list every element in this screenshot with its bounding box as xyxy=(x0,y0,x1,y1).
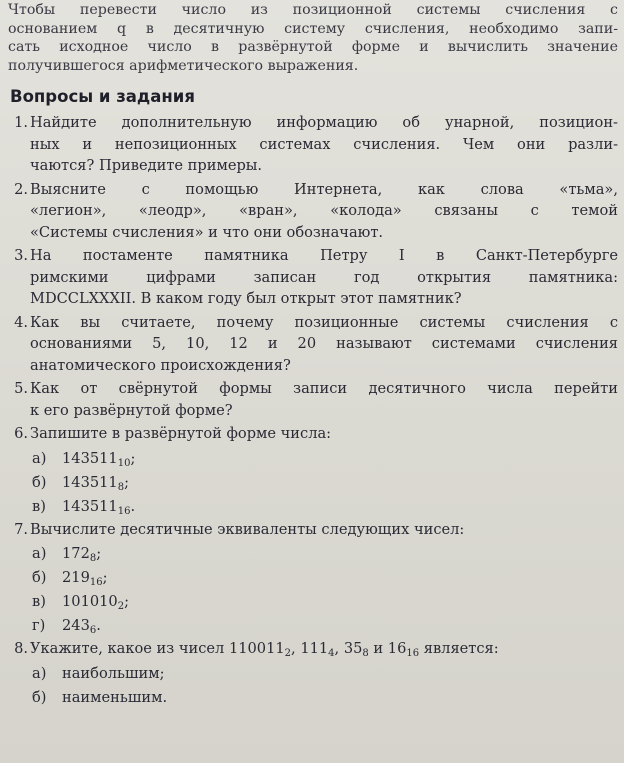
task-line: MDCCLXXXII. В каком году был открыт этот памятник? xyxy=(30,290,462,307)
number-base: 6 xyxy=(89,625,97,636)
task-number: 5. xyxy=(14,380,28,397)
task-8 xyxy=(8,638,618,660)
punctuation: ; xyxy=(130,449,136,467)
punctuation: ; xyxy=(102,569,108,586)
intro-line: основанием q в десятичную систему счисления, необходимо запи- xyxy=(8,20,618,37)
task-line: основаниями 5, 10, 12 и 20 называют системами счисления xyxy=(30,335,618,352)
separator: является: xyxy=(419,640,499,657)
task-4 xyxy=(8,312,618,377)
sub-item xyxy=(8,686,618,710)
punctuation: ; xyxy=(124,593,130,610)
task-6 xyxy=(8,423,618,445)
task-number: 8. xyxy=(14,640,28,657)
sub-item-label: а) xyxy=(32,449,47,467)
task-number: 2. xyxy=(14,180,28,198)
number-value: 110011 xyxy=(228,640,285,657)
sub-item xyxy=(8,590,618,614)
sub-item-label: в) xyxy=(32,593,46,610)
intro-line: сать исходное число в развёрнутой форме и вычислить значение xyxy=(8,39,618,55)
sub-item xyxy=(8,542,618,566)
punctuation: . xyxy=(130,497,136,515)
number-value: 219 xyxy=(62,569,90,586)
task-line: Найдите дополнительную информацию об унарной, позицион- xyxy=(30,114,618,131)
number-value: 243 xyxy=(62,617,90,634)
number-base: 8 xyxy=(117,481,125,493)
task-line: «легион», «леодр», «вран», «колода» связаны с темой xyxy=(30,202,618,219)
sub-item xyxy=(8,471,618,495)
sub-item-label: б) xyxy=(32,473,47,491)
sub-item xyxy=(8,662,618,686)
task-line: «Системы счисления» и что они обозначают. xyxy=(30,223,384,241)
task-1 xyxy=(8,112,618,177)
number-value: 172 xyxy=(62,545,90,562)
sub-item xyxy=(8,614,618,638)
task-line: ных и непозиционных системах счисления. Чем они разли- xyxy=(30,135,618,153)
sub-item xyxy=(8,566,618,590)
separator: , xyxy=(291,640,301,657)
intro-paragraph xyxy=(8,0,618,75)
sub-item-label: а) xyxy=(32,545,47,562)
separator: , xyxy=(334,640,344,657)
task-3 xyxy=(8,245,618,310)
sub-item-label: в) xyxy=(32,497,46,515)
separator: и xyxy=(368,640,388,657)
section-heading: Вопросы и задания xyxy=(10,87,195,106)
sub-item-label: г) xyxy=(32,617,46,634)
task-line: римскими цифрами записан год открытия памятника: xyxy=(30,268,618,286)
task-line: анатомического происхождения? xyxy=(30,356,291,374)
number-base: 16 xyxy=(89,577,103,588)
task-number: 3. xyxy=(14,247,28,264)
task-2 xyxy=(8,179,618,244)
number-base: 2 xyxy=(117,601,125,612)
task-number: 4. xyxy=(14,313,28,331)
punctuation: ; xyxy=(96,545,102,562)
sub-item-label: а) xyxy=(32,664,47,682)
sub-item xyxy=(8,495,618,519)
sub-item-text: наибольшим; xyxy=(62,664,165,682)
intro-line: получившегося арифметического выражения. xyxy=(8,57,359,74)
number-value: 143511 xyxy=(62,449,118,467)
punctuation: . xyxy=(96,617,101,634)
task-line: Запишите в развёрнутой форме числа: xyxy=(30,425,332,442)
task-line: Выясните с помощью Интернета, как слова «тьма», xyxy=(30,180,618,198)
number-base: 16 xyxy=(406,648,420,659)
task-line: к его развёрнутой форме? xyxy=(30,401,233,419)
sub-item xyxy=(8,447,618,471)
task-line: Как вы считаете, почему позиционные системы счисления с xyxy=(30,313,618,331)
task-line xyxy=(30,638,618,660)
number-base: 4 xyxy=(328,648,335,659)
task-number: 6. xyxy=(14,425,28,442)
sub-item-label: б) xyxy=(32,569,47,586)
number-value: 143511 xyxy=(62,473,118,491)
sub-item-label: б) xyxy=(32,688,47,706)
punctuation: ; xyxy=(124,473,130,491)
number-base: 10 xyxy=(117,457,131,469)
number-value: 143511 xyxy=(62,497,118,515)
number-base: 8 xyxy=(362,648,369,659)
task-line: чаются? Приведите примеры. xyxy=(30,157,263,174)
number-base: 16 xyxy=(117,505,131,517)
task-number: 1. xyxy=(14,114,28,131)
number-value: 16 xyxy=(387,640,407,657)
task-5 xyxy=(8,378,618,421)
task-line: Вычислите десятичные эквиваленты следующих чисел: xyxy=(30,520,465,538)
number-value: 101010 xyxy=(62,593,118,610)
number-base: 8 xyxy=(89,553,97,564)
task-lead-text: Укажите, какое из чисел xyxy=(30,640,229,657)
sub-item-text: наименьшим. xyxy=(62,688,168,706)
number-base: 2 xyxy=(284,648,292,659)
task-7 xyxy=(8,519,618,541)
task-number: 7. xyxy=(14,520,28,538)
intro-line: Чтобы перевести число из позиционной системы счисления с xyxy=(8,2,618,18)
task-line: На постаменте памятника Петру I в Санкт-Петербурге xyxy=(30,247,618,264)
number-value: 111 xyxy=(300,640,329,657)
number-value: 35 xyxy=(343,640,363,657)
task-line: Как от свёрнутой формы записи десятичного числа перейти xyxy=(30,380,618,397)
